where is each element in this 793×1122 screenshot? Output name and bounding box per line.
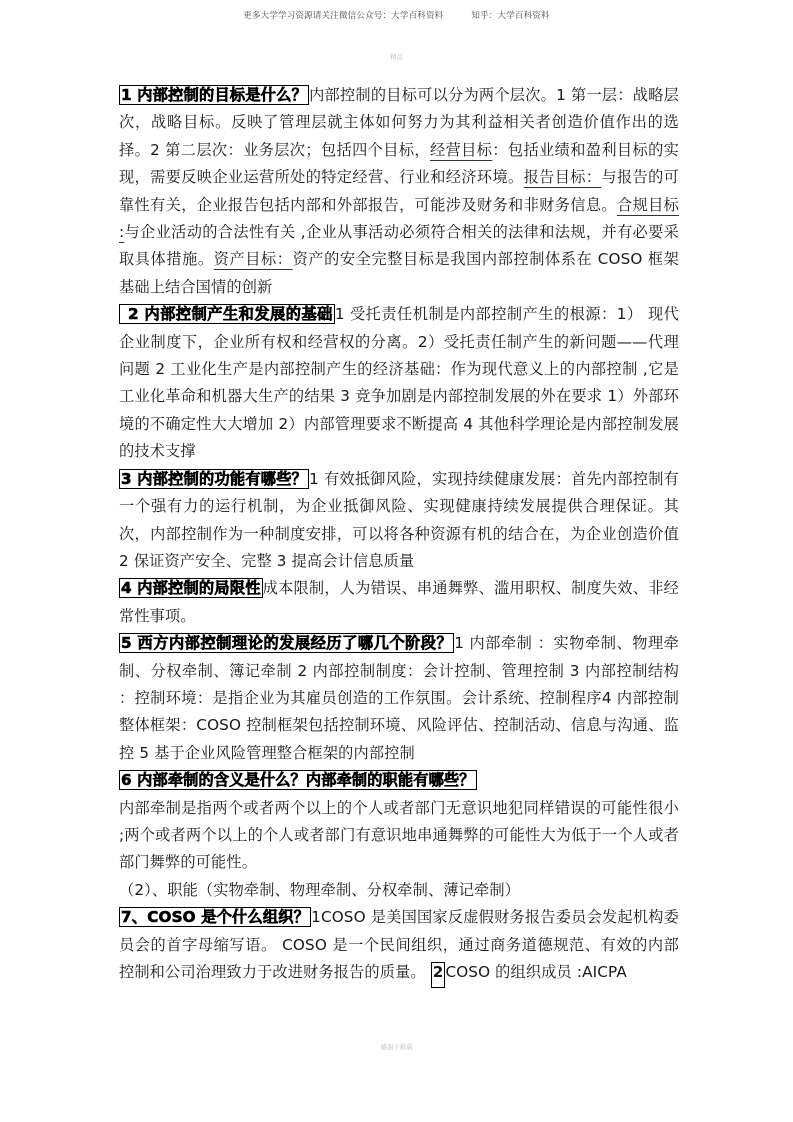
- section-5: [119, 630, 679, 767]
- section-3: [119, 466, 679, 576]
- watermark-bottom: 感谢下载载: [380, 1043, 413, 1051]
- section-1-text: ：包括业绩和盈利目标的实现，需要反映企业运营所处的特定经营、行业和经济环境。: [119, 140, 679, 187]
- section-4-text: 成本限制，人为错误、串通舞弊、滥用职权、制度失效、非经常性事项。: [119, 579, 679, 625]
- section-1-text: 内部控制的目标可以分为两个层次。1 第一层：战略层次，战略目标。反映了管理层就主体如何努力为其利益相关者创造价值作出的选择。2 第二层次：业务层次；包括四个目标，: [119, 86, 679, 159]
- document-body: [119, 82, 679, 986]
- section-7: [119, 904, 679, 986]
- watermark-top: 精品: [390, 53, 403, 61]
- section-7-text: 1COSO 是美国国家反虚假财务报告委员会发起机构委员会的首字母缩写语。 COSO 是一个民间组织，通过商务道德规范、有效的内部控制和公司治理致力于改进财务报告的质量。: [119, 908, 679, 981]
- section-3-heading: 3 内部控制的功能有哪些？: [121, 469, 308, 488]
- term-business-objective: 经营目标: [430, 140, 493, 159]
- section-7-text-2: COSO 的组织成员 :AICPA: [445, 963, 627, 981]
- section-3-text: 1 有效抵御风险，实现持续健康发展：首先内部控制有一个强有力的运行机制，为企业抵御风险、实现健康持续发展提供合理保证。其次，内部控制作为一种制度安排，可以将各种资源有机的结合在，为企业创造价值 2 保证资产安全、完整 3 提高会计信息质量: [119, 469, 679, 570]
- section-2: [119, 301, 679, 465]
- header-note-left: 更多大学学习资源请关注微信公众号：大学百科资料: [243, 11, 444, 21]
- section-6-heading: 6 内部牵制的含义是什么？内部牵制的职能有哪些？: [121, 771, 475, 790]
- section-6-heading-line: [119, 767, 679, 794]
- section-1: [119, 82, 679, 301]
- section-2-heading: 2 内部控制产生和发展的基础: [119, 304, 335, 324]
- section-5-text: 1 内部牵制 ：实物牵制、物理牵制、分权牵制、簿记牵制 2 内部控制制度：会计控制、管理控制 3 内部控制结构 ：控制环境：是指企业为其雇员创造的工作氛围。会计系统、控制程序4 内部控制整体框架：COSO 控制框架包括控制环境、风险评估、控制活动、信息与沟通、监控 5 基于企业风险管理整合框架的内部控制: [119, 634, 680, 762]
- section-1-heading: 1 内部控制的目标是什么？: [121, 86, 308, 104]
- section-6-text-2: （2）、职能（实物牵制、物理牵制、分权牵制、薄记牵制）: [119, 880, 520, 899]
- section-7-heading: 7、COSO 是个什么组织？: [121, 908, 310, 927]
- term-compliance-objective: 合规目标 :: [119, 195, 679, 242]
- section-1-text: 与企业活动的合法性有关 ,企业从事活动必须符合相关的法律和法规，并有必要采取具体措施。: [119, 223, 679, 269]
- section-6-text: 内部牵制是指两个或者两个以上的个人或者部门无意识地犯同样错误的可能性很小 ;两个或者两个以上的个人或者部门有意识地串通舞弊的可能性大为低于一个人或者部门舞弊的可能性。: [119, 798, 679, 872]
- section-7-boxed-number: 2: [431, 962, 446, 988]
- header-note-right: 知乎：大学百科资料: [471, 11, 550, 21]
- section-4: [119, 575, 679, 630]
- section-4-heading: 4 内部控制的局限性: [121, 579, 261, 598]
- page-header-note: [0, 9, 793, 21]
- term-reporting-objective: 报告目标：: [523, 168, 602, 187]
- section-1-text: 与报告的可靠性有关，企业报告包括内部和外部报告，可能涉及财务和非财务信息。: [119, 168, 680, 214]
- term-asset-objective: 资产目标：: [213, 250, 293, 269]
- section-5-heading: 5 西方内部控制理论的发展经历了哪几个阶段？: [121, 634, 453, 653]
- section-1-text: 资产的安全完整目标是我国内部控制体系在 COSO 框架基础上结合国情的创新: [119, 250, 680, 296]
- section-2-text: 1 受托责任机制是内部控制产生的根源：1） 现代企业制度下，企业所有权和经营权的分离。2）受托责任制产生的新问题——代理问题 2 工业化生产是内部控制产生的经济基础：作为现代意义上的内部控制 ,它是工业化革命和机器大生产的结果 3 竞争加剧是内部控制发展的外在要求 1）外部环境的不确定性大大增加 2）内部管理要求不断提高 4 其他科学理论是内部控制发展的技术支撑: [119, 305, 679, 461]
